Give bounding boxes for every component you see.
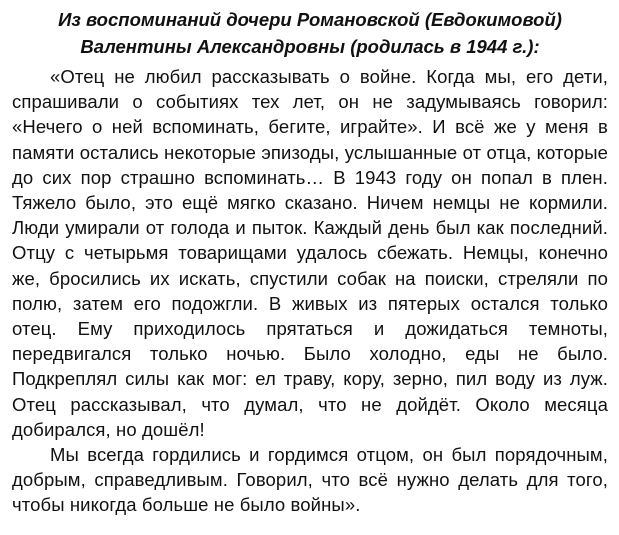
document-body bbox=[12, 6, 608, 518]
memoir-paragraph-2: Мы всегда гордились и гордимся отцом, он был порядочным, добрым, справедливым. Говорил, что всё нужно делать для того, чтобы никогда больше не было войны». bbox=[12, 444, 608, 516]
heading-line-1: Из воспоминаний дочери Романовской (Евдокимовой) bbox=[58, 9, 562, 30]
document-heading bbox=[12, 6, 608, 60]
memoir-paragraph-1: «Отец не любил рассказывать о войне. Когда мы, его дети, спрашивали о событиях тех лет, он не задумываясь говорил: «Нечего о ней вспоминать, бегите, играйте». И всё же у меня в памяти остались некоторые эпизоды, услышанные от отца, которые до сих пор страшно вспоминать… В 1943 году он попал в плен. Тяжело было, это ещё мягко сказано. Ничем немцы не кормили. Люди умирали от голода и пыток. Каждый день был как последний. Отцу с четырьмя товарищами удалось сбежать. Немцы, конечно же, бросились их искать, спустили собак на поиски, стреляли по полю, затем его подожгли. В живых из пятерых остался только отец. Ему приходилось прятаться и дожидаться темноты, передвигался только ночью. Было холодно, еды не было. Подкреплял силы как мог: ел траву, кору, зерно, пил воду из луж. Отец рассказывал, что думал, что не дойдёт. Около месяца добирался, но дошёл! bbox=[12, 66, 608, 440]
heading-line-2: Валентины Александровны (родилась в 1944 г.): bbox=[80, 36, 540, 57]
